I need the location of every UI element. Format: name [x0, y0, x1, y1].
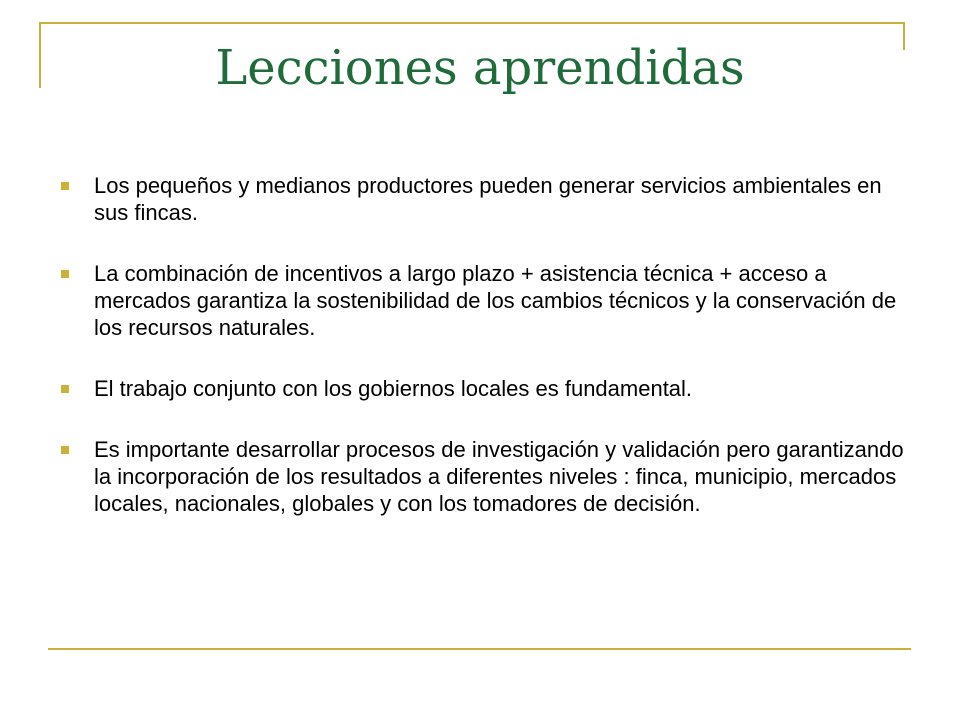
square-bullet-icon [61, 385, 69, 393]
bullet-text: El trabajo conjunto con los gobiernos locales es fundamental. [94, 376, 693, 401]
bullet-item [58, 172, 908, 226]
square-bullet-icon [61, 446, 69, 454]
bottom-accent-rule [48, 648, 911, 650]
bullet-text: Es importante desarrollar procesos de investigación y validación pero garantizando la incorporación de los resultados a diferentes niveles : finca, municipio, mercados locales, nacionales, globales y con los tomadores de decisión. [94, 437, 904, 516]
square-bullet-icon [61, 270, 69, 278]
bullet-item [58, 436, 908, 517]
top-accent-rule [40, 22, 905, 24]
bullet-item [58, 260, 908, 341]
bullet-item [58, 375, 908, 402]
bullet-text: La combinación de incentivos a largo plazo + asistencia técnica + acceso a mercados garantiza la sostenibilidad de los cambios técnicos y la conservación de los recursos naturales. [94, 261, 897, 340]
bullet-list [58, 172, 908, 551]
slide-title: Lecciones aprendidas [215, 40, 745, 96]
bullet-text: Los pequeños y medianos productores pueden generar servicios ambientales en sus fincas. [94, 173, 882, 225]
square-bullet-icon [61, 182, 69, 190]
